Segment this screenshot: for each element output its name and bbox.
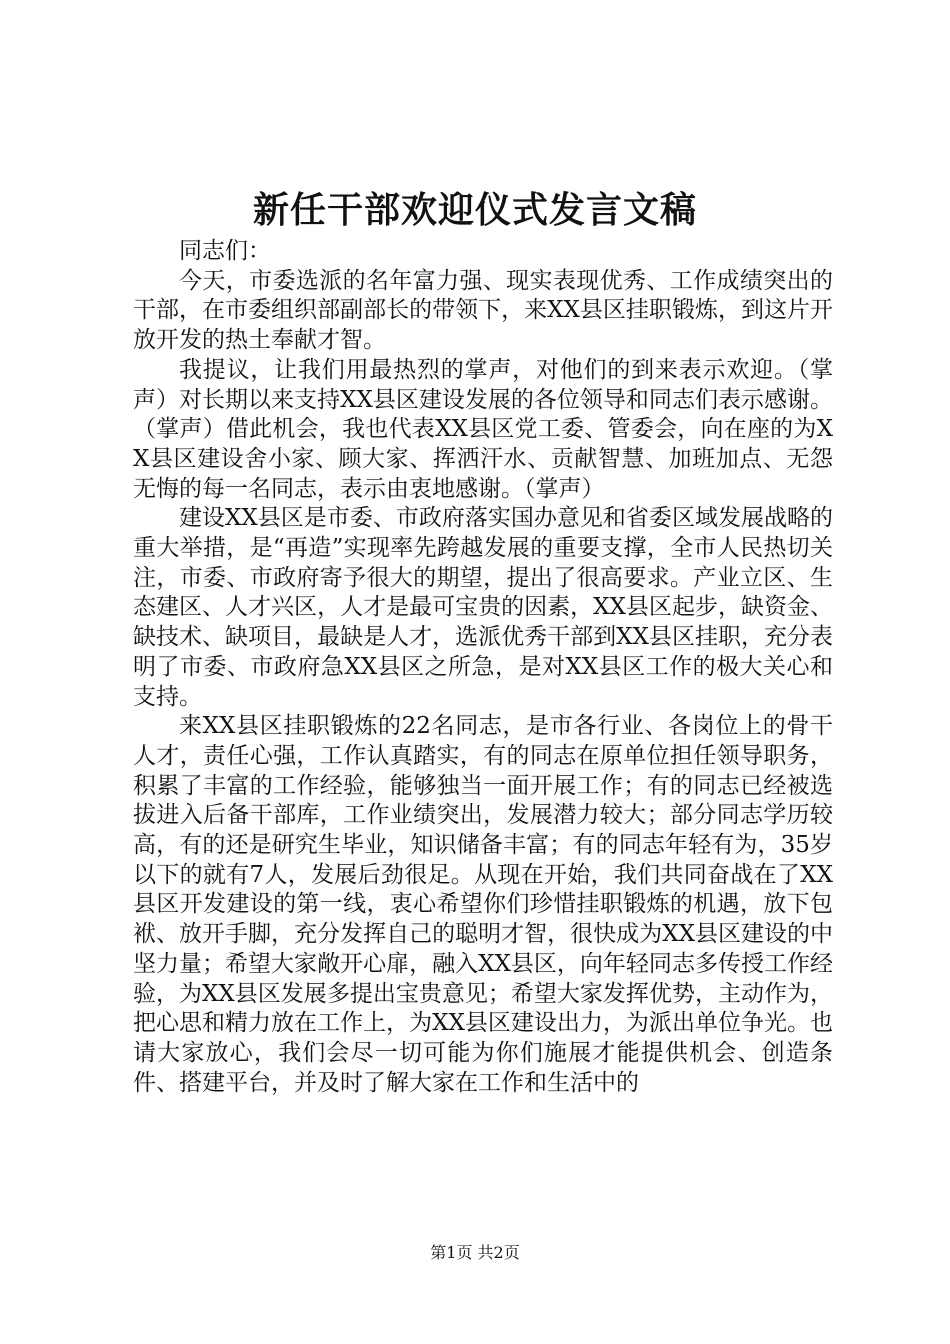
document-title: 新任干部欢迎仪式发言文稿: [252, 189, 697, 231]
paragraph-2: 我提议，让我们用最热烈的掌声，对他们的到来表示欢迎。（掌声）对长期以来支持XX县区建设发展的各位领导和同志们表示感谢。（掌声）借此机会，我也代表XX县区党工委、管委会，向在座的为XX县区建设舍小家、顾大家、挥洒汗水、贡献智慧、加班加点、无怨无悔的每一名同志，表示由衷地感谢。（掌声）: [133, 356, 833, 502]
paragraph-3: 建设XX县区是市委、市政府落实国办意见和省委区域发展战略的重大举措，是“再造”实现率先跨越发展的重要支撑，全市人民热切关注，市委、市政府寄予很大的期望，提出了很高要求。产业立区、生态建区、人才兴区，人才是最可宝贵的因素，XX县区起步，缺资金、缺技术、缺项目，最缺是人才，选派优秀干部到XX县区挂职，充分表明了市委、市政府急XX县区之所急，是对XX县区工作的极大关心和支持。: [133, 505, 833, 710]
paragraph-1: 今天，市委选派的名年富力强、现实表现优秀、工作成绩突出的干部，在市委组织部副部长的带领下，来XX县区挂职锻炼，到这片开放开发的热土奉献才智。: [133, 267, 833, 354]
paragraph-4: 来XX县区挂职锻炼的22名同志，是市各行业、各岗位上的骨干人才，责任心强，工作认真踏实，有的同志在原单位担任领导职务，积累了丰富的工作经验，能够独当一面开展工作；有的同志已经被选拔进入后备干部库，工作业绩突出，发展潜力较大；部分同志学历较高，有的还是研究生毕业，知识储备丰富；有的同志年轻有为，35岁以下的就有7人，发展后劲很足。从现在开始，我们共同奋战在了XX县区开发建设的第一线，衷心希望你们珍惜挂职锻炼的机遇，放下包袱、放开手脚，充分发挥自己的聪明才智，很快成为XX县区建设的中坚力量；希望大家敞开心扉，融入XX县区，向年轻同志多传授工作经验，为XX县区发展多提出宝贵意见；希望大家发挥优势，主动作为，把心思和精力放在工作上，为XX县区建设出力，为派出单位争光。也请大家放心，我们会尽一切可能为你们施展才能提供机会、创造条件、搭建平台，并及时了解大家在工作和生活中的: [133, 713, 833, 1096]
salutation: 同志们：: [179, 238, 271, 264]
document-body: [133, 237, 833, 1098]
page-footer: 第1页 共2页: [430, 1243, 520, 1262]
